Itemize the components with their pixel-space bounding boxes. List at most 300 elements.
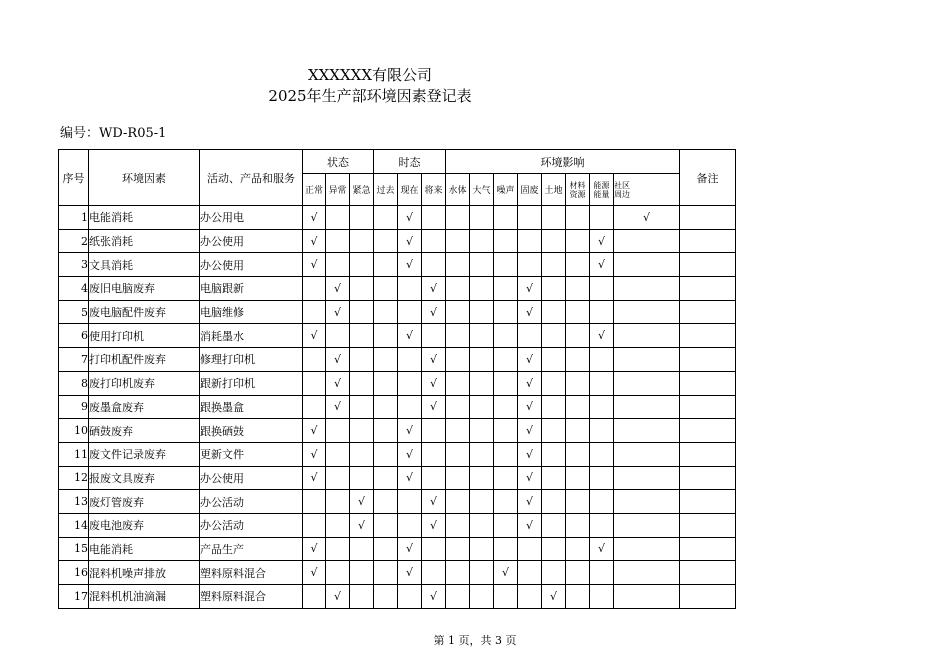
cell-check: √ <box>422 371 446 395</box>
col-subheader-impact-0: 水体 <box>446 174 470 206</box>
cell-check: √ <box>518 300 542 324</box>
cell-check <box>374 371 398 395</box>
cell-factor: 打印机配件废弃 <box>89 348 200 372</box>
cell-check <box>326 466 350 490</box>
cell-check <box>350 253 374 277</box>
cell-check <box>494 513 518 537</box>
cell-remark <box>680 442 736 466</box>
cell-check <box>470 442 494 466</box>
cell-check <box>614 585 680 609</box>
cell-check <box>398 395 422 419</box>
cell-check: √ <box>422 585 446 609</box>
cell-check <box>590 371 614 395</box>
cell-remark <box>680 300 736 324</box>
cell-remark <box>680 585 736 609</box>
cell-activity: 办公使用 <box>200 466 303 490</box>
cell-check <box>590 419 614 443</box>
cell-check <box>446 561 470 585</box>
cell-check <box>518 537 542 561</box>
cell-check <box>494 371 518 395</box>
cell-check <box>470 513 494 537</box>
cell-seq: 15 <box>59 537 89 561</box>
cell-remark <box>680 419 736 443</box>
cell-check <box>614 229 680 253</box>
cell-check: √ <box>326 371 350 395</box>
cell-factor: 废文件记录废弃 <box>89 442 200 466</box>
cell-check: √ <box>398 253 422 277</box>
cell-seq: 6 <box>59 324 89 348</box>
cell-check <box>518 206 542 230</box>
cell-check: √ <box>494 561 518 585</box>
cell-check <box>494 490 518 514</box>
document-number: 编号：WD-R05-1 <box>60 126 167 141</box>
cell-check <box>326 419 350 443</box>
cell-check <box>614 253 680 277</box>
cell-check <box>614 324 680 348</box>
cell-check: √ <box>326 585 350 609</box>
table-row <box>59 206 736 230</box>
table-row <box>59 395 736 419</box>
cell-remark <box>680 490 736 514</box>
cell-check <box>446 490 470 514</box>
cell-check <box>374 419 398 443</box>
cell-check <box>566 277 590 301</box>
cell-check <box>326 537 350 561</box>
cell-check <box>590 585 614 609</box>
col-header-impact: 环境影响 <box>446 150 680 174</box>
cell-check <box>374 537 398 561</box>
cell-seq: 13 <box>59 490 89 514</box>
cell-check <box>350 300 374 324</box>
cell-check <box>614 561 680 585</box>
cell-check <box>398 585 422 609</box>
cell-seq: 9 <box>59 395 89 419</box>
cell-check <box>326 513 350 537</box>
cell-check <box>374 585 398 609</box>
cell-check <box>566 442 590 466</box>
cell-check <box>350 466 374 490</box>
cell-check <box>470 537 494 561</box>
cell-check <box>494 348 518 372</box>
cell-check <box>350 277 374 301</box>
table-row <box>59 300 736 324</box>
cell-check <box>446 324 470 348</box>
cell-check <box>494 419 518 443</box>
cell-activity: 办公使用 <box>200 253 303 277</box>
col-subheader-impact-1: 大气 <box>470 174 494 206</box>
cell-remark <box>680 324 736 348</box>
table-row <box>59 253 736 277</box>
cell-check: √ <box>303 253 326 277</box>
cell-check: √ <box>518 348 542 372</box>
cell-check <box>398 513 422 537</box>
cell-check: √ <box>422 348 446 372</box>
cell-check <box>566 371 590 395</box>
cell-check <box>326 253 350 277</box>
cell-check <box>518 585 542 609</box>
cell-check <box>446 206 470 230</box>
cell-check <box>326 490 350 514</box>
cell-check: √ <box>303 442 326 466</box>
cell-check <box>566 206 590 230</box>
col-subheader-tense-2: 将来 <box>422 174 446 206</box>
cell-seq: 3 <box>59 253 89 277</box>
cell-check <box>614 513 680 537</box>
table-row <box>59 277 736 301</box>
cell-activity: 跟换墨盒 <box>200 395 303 419</box>
cell-activity: 办公使用 <box>200 229 303 253</box>
cell-check: √ <box>303 466 326 490</box>
cell-check <box>350 229 374 253</box>
cell-check <box>518 561 542 585</box>
cell-check <box>470 585 494 609</box>
cell-check <box>303 490 326 514</box>
cell-factor: 硒鼓废弃 <box>89 419 200 443</box>
cell-check <box>614 490 680 514</box>
cell-check <box>303 277 326 301</box>
cell-check <box>446 371 470 395</box>
cell-check <box>350 537 374 561</box>
cell-check <box>398 490 422 514</box>
col-subheader-tense-0: 过去 <box>374 174 398 206</box>
cell-check: √ <box>303 206 326 230</box>
cell-check <box>374 324 398 348</box>
cell-check <box>518 253 542 277</box>
cell-check: √ <box>398 561 422 585</box>
cell-factor: 废电脑配件废弃 <box>89 300 200 324</box>
cell-factor: 电能消耗 <box>89 206 200 230</box>
table-row <box>59 371 736 395</box>
cell-check <box>303 371 326 395</box>
cell-check <box>614 277 680 301</box>
cell-check <box>422 442 446 466</box>
cell-activity: 产品生产 <box>200 537 303 561</box>
cell-check <box>470 561 494 585</box>
cell-check <box>566 490 590 514</box>
cell-remark <box>680 277 736 301</box>
cell-check <box>494 585 518 609</box>
cell-check: √ <box>350 513 374 537</box>
document-title: 2025年生产部环境因素登记表 <box>268 87 472 105</box>
cell-seq: 17 <box>59 585 89 609</box>
cell-remark <box>680 537 736 561</box>
cell-check <box>303 585 326 609</box>
cell-check <box>350 442 374 466</box>
cell-check <box>470 300 494 324</box>
cell-check <box>470 348 494 372</box>
cell-check <box>446 229 470 253</box>
cell-check <box>446 513 470 537</box>
col-header-activity: 活动、产品和服务 <box>200 150 303 206</box>
cell-check <box>374 442 398 466</box>
cell-check: √ <box>590 229 614 253</box>
cell-check <box>542 371 566 395</box>
cell-remark <box>680 395 736 419</box>
cell-check: √ <box>303 537 326 561</box>
cell-check <box>566 300 590 324</box>
cell-check: √ <box>590 253 614 277</box>
cell-check <box>422 324 446 348</box>
cell-check <box>614 419 680 443</box>
cell-check <box>566 229 590 253</box>
cell-check <box>566 395 590 419</box>
cell-check <box>590 348 614 372</box>
cell-check <box>470 206 494 230</box>
cell-check <box>470 490 494 514</box>
cell-factor: 废打印机废弃 <box>89 371 200 395</box>
cell-check <box>542 513 566 537</box>
company-name: XXXXXX有限公司 <box>307 66 433 84</box>
cell-activity: 塑料原料混合 <box>200 585 303 609</box>
col-subheader-impact-5: 材料 资源 <box>566 174 590 206</box>
cell-check <box>566 561 590 585</box>
table-row <box>59 324 736 348</box>
cell-check: √ <box>303 561 326 585</box>
cell-check <box>374 206 398 230</box>
cell-check <box>422 419 446 443</box>
cell-check: √ <box>326 395 350 419</box>
table-row <box>59 466 736 490</box>
cell-check <box>374 395 398 419</box>
cell-check <box>470 395 494 419</box>
cell-check: √ <box>518 419 542 443</box>
cell-check <box>494 300 518 324</box>
cell-check <box>446 395 470 419</box>
cell-check: √ <box>303 324 326 348</box>
cell-check <box>542 253 566 277</box>
cell-check <box>350 585 374 609</box>
cell-check <box>566 253 590 277</box>
cell-check <box>518 324 542 348</box>
cell-check <box>303 513 326 537</box>
cell-check: √ <box>398 442 422 466</box>
col-subheader-state-1: 异常 <box>326 174 350 206</box>
cell-check <box>590 513 614 537</box>
table-row <box>59 419 736 443</box>
cell-check: √ <box>398 206 422 230</box>
cell-check <box>326 324 350 348</box>
cell-check <box>614 348 680 372</box>
cell-activity: 办公活动 <box>200 513 303 537</box>
cell-check <box>374 490 398 514</box>
cell-seq: 14 <box>59 513 89 537</box>
cell-check <box>446 253 470 277</box>
cell-check <box>422 466 446 490</box>
col-subheader-state-2: 紧急 <box>350 174 374 206</box>
cell-check <box>566 419 590 443</box>
cell-check <box>614 300 680 324</box>
cell-check <box>494 442 518 466</box>
cell-check <box>374 300 398 324</box>
cell-check <box>398 348 422 372</box>
cell-activity: 跟换硒鼓 <box>200 419 303 443</box>
cell-check: √ <box>518 513 542 537</box>
cell-check <box>542 442 566 466</box>
cell-check <box>446 348 470 372</box>
cell-check <box>542 490 566 514</box>
cell-check <box>470 371 494 395</box>
cell-seq: 12 <box>59 466 89 490</box>
cell-check <box>566 348 590 372</box>
cell-check <box>566 466 590 490</box>
cell-check <box>326 206 350 230</box>
cell-check <box>398 300 422 324</box>
cell-remark <box>680 561 736 585</box>
cell-check <box>422 229 446 253</box>
cell-factor: 报废文具废弃 <box>89 466 200 490</box>
cell-check: √ <box>326 348 350 372</box>
cell-check <box>566 537 590 561</box>
cell-check <box>350 561 374 585</box>
col-header-factor: 环境因素 <box>89 150 200 206</box>
cell-remark <box>680 513 736 537</box>
cell-check <box>590 277 614 301</box>
table-row <box>59 490 736 514</box>
cell-check: √ <box>422 490 446 514</box>
cell-check <box>446 466 470 490</box>
cell-check <box>518 229 542 253</box>
cell-check: √ <box>518 371 542 395</box>
cell-check <box>566 324 590 348</box>
cell-check <box>566 585 590 609</box>
cell-check <box>446 300 470 324</box>
col-subheader-impact-4: 土地 <box>542 174 566 206</box>
cell-check <box>350 371 374 395</box>
cell-factor: 废墨盒废弃 <box>89 395 200 419</box>
cell-check: √ <box>590 324 614 348</box>
cell-check: √ <box>542 585 566 609</box>
cell-factor: 使用打印机 <box>89 324 200 348</box>
cell-factor: 混料机机油滴漏 <box>89 585 200 609</box>
cell-check <box>590 395 614 419</box>
cell-check <box>350 419 374 443</box>
cell-check <box>374 513 398 537</box>
cell-check: √ <box>422 277 446 301</box>
table-row <box>59 229 736 253</box>
cell-seq: 10 <box>59 419 89 443</box>
cell-remark <box>680 371 736 395</box>
cell-check <box>446 419 470 443</box>
cell-check: √ <box>326 277 350 301</box>
cell-check <box>542 324 566 348</box>
cell-check <box>350 206 374 230</box>
cell-seq: 11 <box>59 442 89 466</box>
cell-check <box>446 537 470 561</box>
cell-factor: 电能消耗 <box>89 537 200 561</box>
cell-check <box>470 229 494 253</box>
cell-activity: 电脑维修 <box>200 300 303 324</box>
cell-check <box>350 395 374 419</box>
cell-check <box>303 348 326 372</box>
cell-check <box>542 348 566 372</box>
cell-check <box>542 466 566 490</box>
cell-activity: 办公用电 <box>200 206 303 230</box>
cell-seq: 2 <box>59 229 89 253</box>
table-row <box>59 537 736 561</box>
cell-activity: 塑料原料混合 <box>200 561 303 585</box>
environment-factor-table <box>58 149 736 609</box>
cell-activity: 修理打印机 <box>200 348 303 372</box>
cell-check <box>494 206 518 230</box>
cell-check <box>494 229 518 253</box>
cell-check <box>374 277 398 301</box>
cell-seq: 1 <box>59 206 89 230</box>
cell-check: √ <box>518 395 542 419</box>
col-header-seq: 序号 <box>59 150 89 206</box>
cell-activity: 电脑跟新 <box>200 277 303 301</box>
cell-check <box>470 277 494 301</box>
cell-check <box>470 466 494 490</box>
cell-activity: 跟新打印机 <box>200 371 303 395</box>
cell-check: √ <box>398 537 422 561</box>
cell-check <box>422 206 446 230</box>
cell-seq: 7 <box>59 348 89 372</box>
col-subheader-impact-7: 社区 周边 <box>614 174 680 206</box>
cell-check <box>446 585 470 609</box>
cell-factor: 废旧电脑废弃 <box>89 277 200 301</box>
cell-check <box>374 253 398 277</box>
cell-seq: 16 <box>59 561 89 585</box>
cell-activity: 办公活动 <box>200 490 303 514</box>
cell-check: √ <box>398 229 422 253</box>
cell-check: √ <box>614 206 680 230</box>
cell-check <box>542 277 566 301</box>
cell-remark <box>680 206 736 230</box>
cell-check <box>326 229 350 253</box>
cell-check: √ <box>422 300 446 324</box>
cell-check <box>614 395 680 419</box>
cell-check <box>590 300 614 324</box>
cell-check <box>470 253 494 277</box>
cell-check <box>350 324 374 348</box>
table-row <box>59 348 736 372</box>
cell-check <box>542 395 566 419</box>
cell-check: √ <box>518 442 542 466</box>
cell-check: √ <box>350 490 374 514</box>
cell-check <box>542 206 566 230</box>
cell-seq: 5 <box>59 300 89 324</box>
cell-check: √ <box>303 419 326 443</box>
cell-check <box>422 561 446 585</box>
cell-remark <box>680 253 736 277</box>
cell-factor: 文具消耗 <box>89 253 200 277</box>
cell-check <box>398 277 422 301</box>
col-subheader-impact-6: 能源 能量 <box>590 174 614 206</box>
cell-activity: 更新文件 <box>200 442 303 466</box>
cell-check <box>590 561 614 585</box>
col-header-remark: 备注 <box>680 150 736 206</box>
table-row <box>59 442 736 466</box>
cell-check <box>422 537 446 561</box>
cell-check <box>542 561 566 585</box>
cell-check <box>614 537 680 561</box>
cell-check <box>494 395 518 419</box>
cell-check <box>542 229 566 253</box>
cell-check <box>614 466 680 490</box>
cell-check <box>494 466 518 490</box>
cell-check <box>374 229 398 253</box>
cell-check <box>326 442 350 466</box>
cell-check <box>374 466 398 490</box>
cell-check <box>374 348 398 372</box>
cell-seq: 8 <box>59 371 89 395</box>
cell-check <box>614 371 680 395</box>
cell-check: √ <box>518 277 542 301</box>
col-subheader-impact-2: 噪声 <box>494 174 518 206</box>
cell-check <box>542 537 566 561</box>
cell-remark <box>680 229 736 253</box>
cell-check: √ <box>518 490 542 514</box>
